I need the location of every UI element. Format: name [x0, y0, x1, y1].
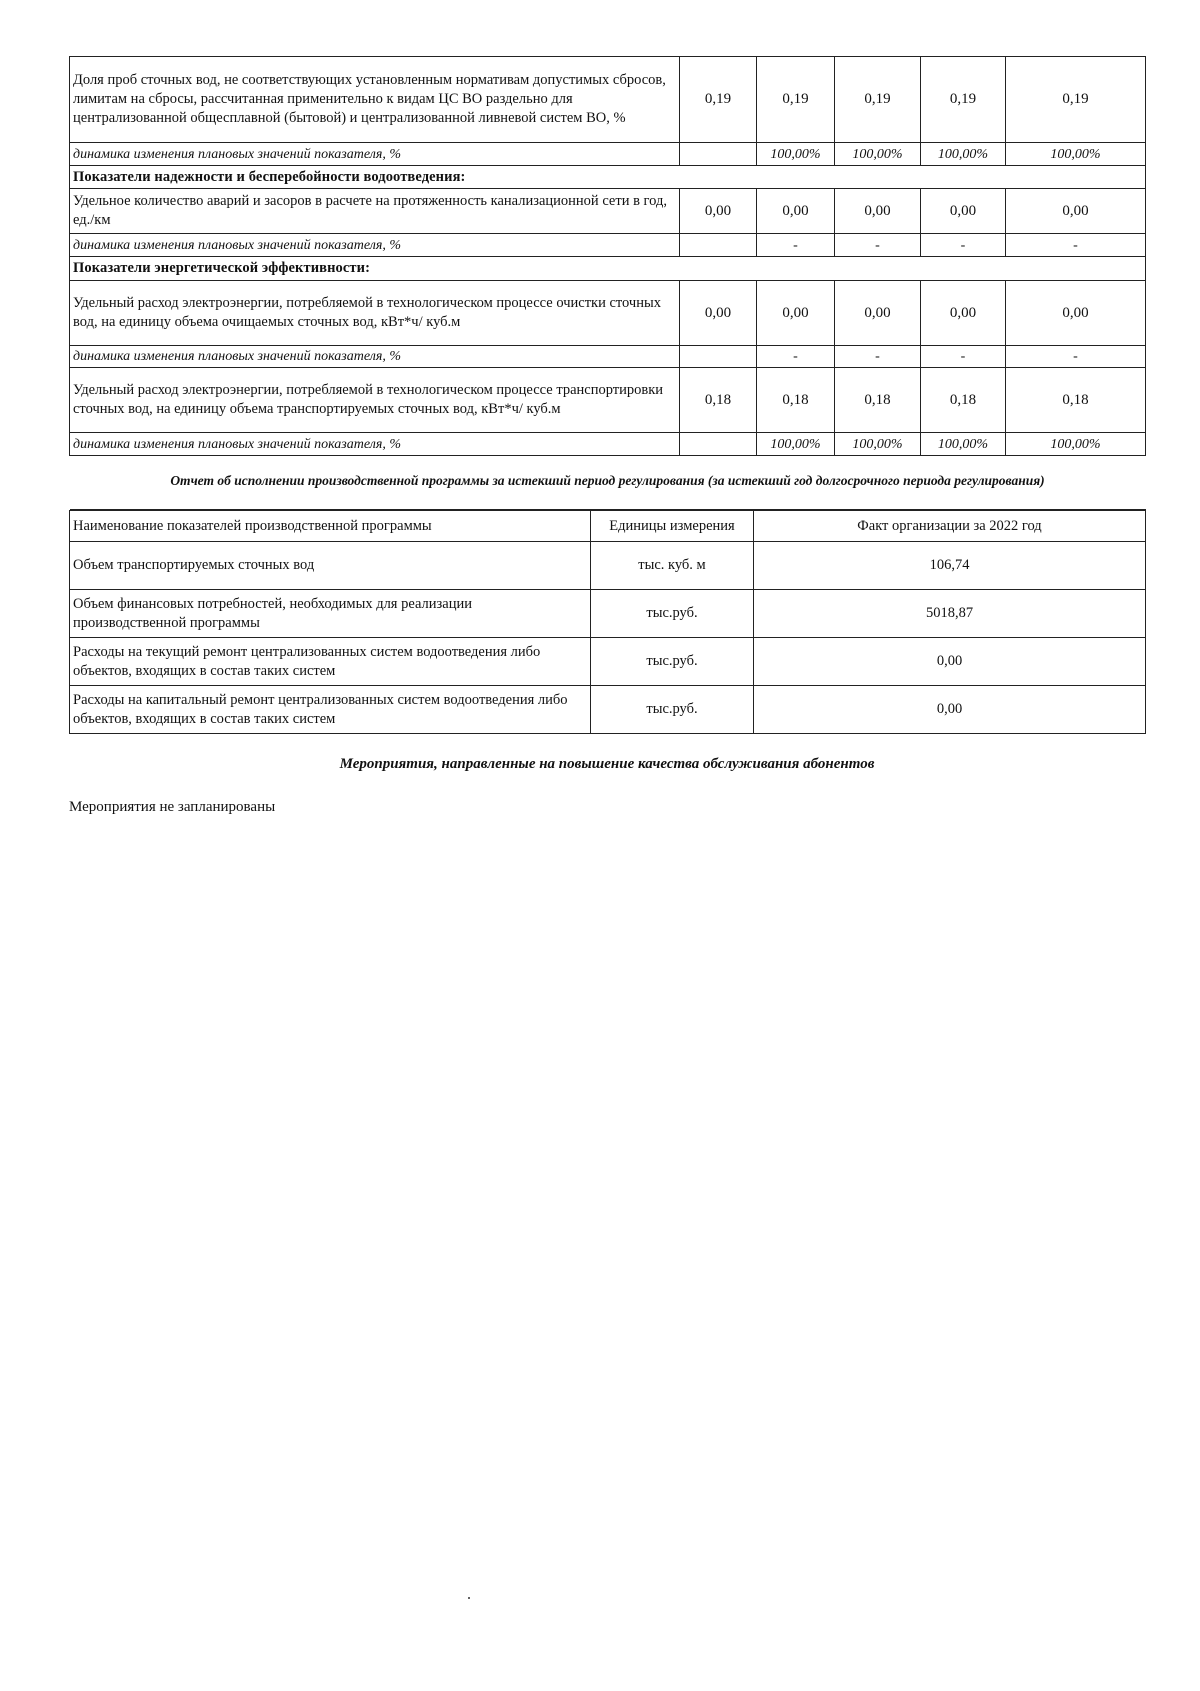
- dynamics-cell: 100,00%: [1006, 143, 1146, 166]
- indicator-label: Доля проб сточных вод, не соответствующих установленным нормативам допустимых сбросов, лимитам на сбросы, рассчитанная применительно к видам ЦС ВО раздельно для централизованной общесплавной (бытовой) и централизованной ливневой систем ВО, %: [70, 57, 680, 143]
- dynamics-label: динамика изменения плановых значений показателя, %: [70, 346, 680, 368]
- report-value: 106,74: [754, 542, 1146, 590]
- value-cell: 0,19: [835, 57, 921, 143]
- indicator-label: Удельный расход электроэнергии, потребляемой в технологическом процессе очистки сточных вод, на единицу объема очищаемых сточных вод, кВт*ч/ куб.м: [70, 281, 680, 346]
- value-cell: 0,00: [1006, 189, 1146, 234]
- value-cell: 0,19: [680, 57, 757, 143]
- table-row: [70, 638, 1146, 686]
- dynamics-cell: [680, 143, 757, 166]
- header-name: Наименование показателей производственной программы: [70, 511, 591, 542]
- report-value: 5018,87: [754, 590, 1146, 638]
- value-cell: 0,19: [757, 57, 835, 143]
- dynamics-cell: -: [921, 234, 1006, 257]
- table-row: [70, 57, 1146, 143]
- dynamics-label: динамика изменения плановых значений показателя, %: [70, 433, 680, 456]
- value-cell: 0,18: [680, 368, 757, 433]
- dynamics-cell: 100,00%: [835, 143, 921, 166]
- document-page: [69, 56, 1145, 816]
- value-cell: 0,00: [680, 281, 757, 346]
- report-label: Объем транспортируемых сточных вод: [70, 542, 591, 590]
- report-units: тыс.руб.: [591, 638, 754, 686]
- report-units: тыс.руб.: [591, 590, 754, 638]
- dynamics-cell: [680, 234, 757, 257]
- section-row: [70, 166, 1146, 189]
- table-row: [70, 281, 1146, 346]
- indicator-label: Удельный расход электроэнергии, потребляемой в технологическом процессе транспортировки сточных вод, на единицу объема транспортируемых сточных вод, кВт*ч/ куб.м: [70, 368, 680, 433]
- value-cell: 0,18: [1006, 368, 1146, 433]
- dynamics-cell: 100,00%: [757, 143, 835, 166]
- dynamics-cell: [680, 346, 757, 368]
- dynamics-cell: -: [757, 234, 835, 257]
- value-cell: 0,18: [835, 368, 921, 433]
- value-cell: 0,00: [757, 281, 835, 346]
- report-units: тыс.руб.: [591, 686, 754, 734]
- report-title: Отчет об исполнении производственной программы за истекший период регулирования (за истекший год долгосрочного периода регулирования): [70, 456, 1146, 510]
- report-table: [69, 510, 1146, 734]
- dynamics-cell: -: [921, 346, 1006, 368]
- value-cell: 0,00: [1006, 281, 1146, 346]
- dynamics-cell: 100,00%: [1006, 433, 1146, 456]
- section-heading-measures: Мероприятия, направленные на повышение качества обслуживания абонентов: [339, 756, 875, 772]
- header-units: Единицы измерения: [591, 511, 754, 542]
- table-row: [70, 433, 1146, 456]
- table-row: [70, 234, 1146, 257]
- dynamics-label: динамика изменения плановых значений показателя, %: [70, 234, 680, 257]
- dynamics-cell: 100,00%: [757, 433, 835, 456]
- table-header-row: [70, 511, 1146, 542]
- report-label: Расходы на капитальный ремонт централизованных систем водоотведения либо объектов, входящих в состав таких систем: [70, 686, 591, 734]
- report-label: Объем финансовых потребностей, необходимых для реализации производственной программы: [70, 590, 591, 638]
- dynamics-cell: -: [835, 234, 921, 257]
- value-cell: 0,18: [757, 368, 835, 433]
- dynamics-cell: -: [1006, 234, 1146, 257]
- value-cell: 0,00: [835, 189, 921, 234]
- indicator-label: Удельное количество аварий и засоров в расчете на протяженность канализационной сети в год, ед./км: [70, 189, 680, 234]
- value-cell: 0,00: [835, 281, 921, 346]
- value-cell: 0,00: [757, 189, 835, 234]
- section-heading-reliability: Показатели надежности и бесперебойности водоотведения:: [70, 166, 1146, 189]
- value-cell: 0,19: [1006, 57, 1146, 143]
- report-value: 0,00: [754, 638, 1146, 686]
- table-row: [70, 686, 1146, 734]
- report-units: тыс. куб. м: [591, 542, 754, 590]
- indicators-table: [69, 56, 1146, 510]
- stray-dot: [468, 1597, 470, 1599]
- dynamics-cell: 100,00%: [835, 433, 921, 456]
- table-row: [70, 143, 1146, 166]
- table-row: [70, 542, 1146, 590]
- measures-note: Мероприятия не запланированы: [69, 799, 276, 815]
- dynamics-cell: -: [1006, 346, 1146, 368]
- value-cell: 0,00: [921, 189, 1006, 234]
- value-cell: 0,00: [921, 281, 1006, 346]
- dynamics-cell: 100,00%: [921, 433, 1006, 456]
- dynamics-cell: -: [835, 346, 921, 368]
- dynamics-cell: [680, 433, 757, 456]
- report-value: 0,00: [754, 686, 1146, 734]
- dynamics-cell: -: [757, 346, 835, 368]
- value-cell: 0,18: [921, 368, 1006, 433]
- table-row: [70, 368, 1146, 433]
- section-row: [70, 257, 1146, 281]
- section-heading-energy: Показатели энергетической эффективности:: [70, 257, 1146, 281]
- dynamics-cell: 100,00%: [921, 143, 1006, 166]
- header-fact: Факт организации за 2022 год: [754, 511, 1146, 542]
- value-cell: 0,00: [680, 189, 757, 234]
- table-row: [70, 346, 1146, 368]
- report-title-row: [70, 456, 1146, 510]
- value-cell: 0,19: [921, 57, 1006, 143]
- report-label: Расходы на текущий ремонт централизованных систем водоотведения либо объектов, входящих в состав таких систем: [70, 638, 591, 686]
- dynamics-label: динамика изменения плановых значений показателя, %: [70, 143, 680, 166]
- table-row: [70, 590, 1146, 638]
- table-row: [70, 189, 1146, 234]
